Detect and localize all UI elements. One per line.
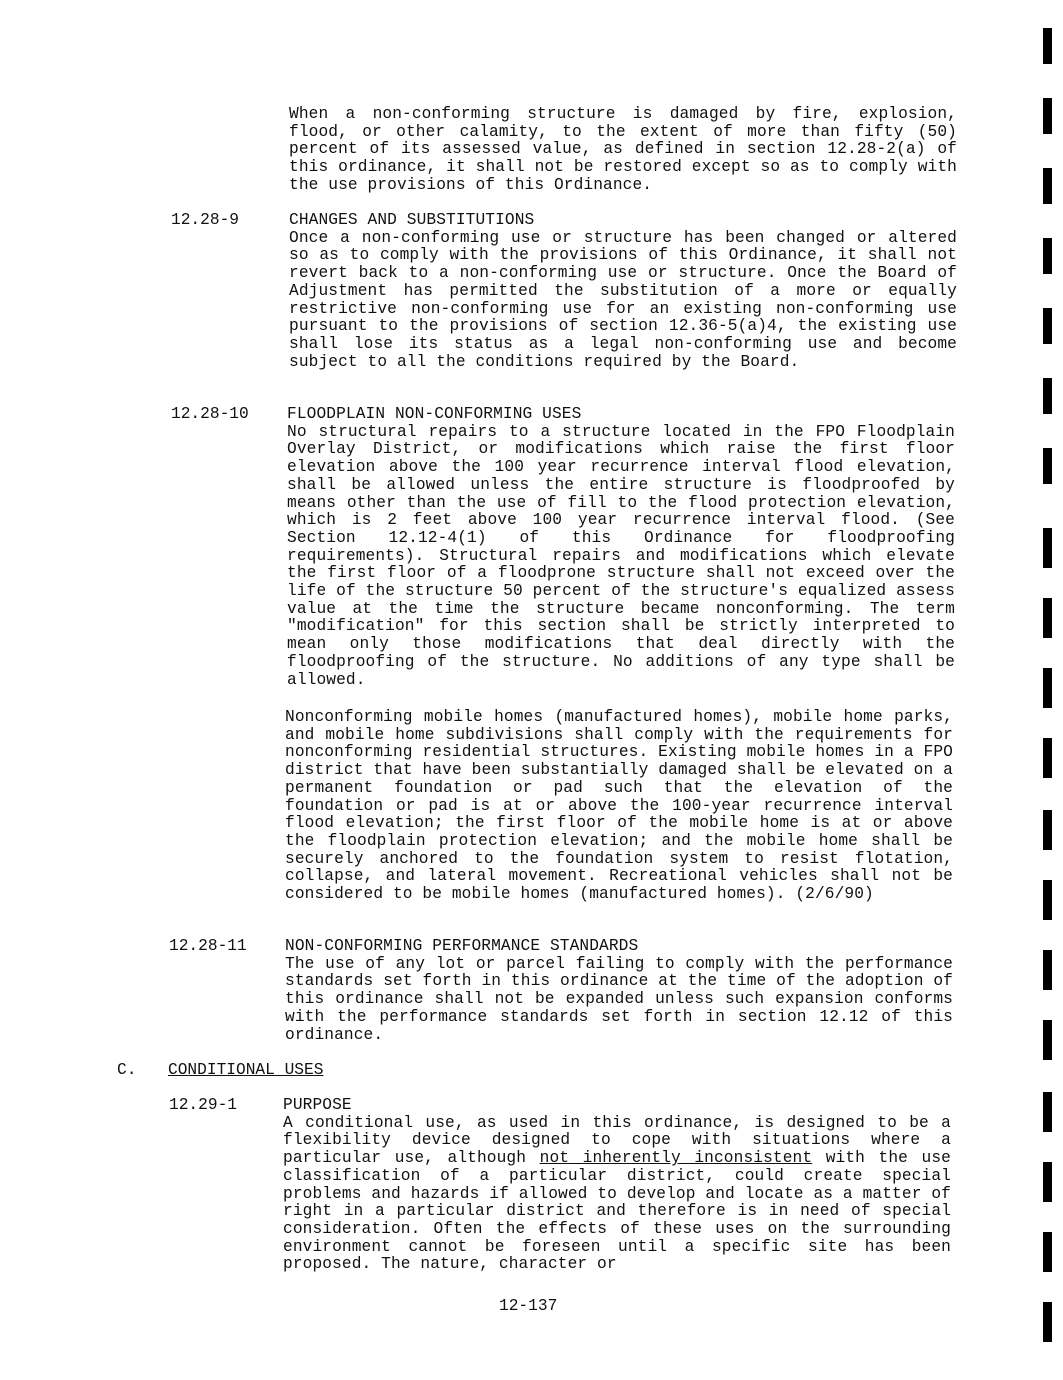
section-body-part: A conditional use, as used in this ordinance, is designed to be a flexibility device designed to cope with situations where a particular use, although <box>283 1113 951 1168</box>
section-number: 12.28-9 <box>171 211 239 229</box>
scan-mark <box>1043 1302 1052 1342</box>
section-12-29-1 <box>283 1097 951 1274</box>
section-12-28-10 <box>287 406 955 689</box>
underlined-phrase: not inherently inconsistent <box>539 1149 813 1168</box>
scan-mark <box>1043 880 1052 920</box>
scan-mark <box>1043 950 1052 990</box>
part-letter: C. <box>117 1061 137 1079</box>
part-title: CONDITIONAL USES <box>168 1061 324 1079</box>
scan-mark <box>1043 598 1052 638</box>
section-heading: FLOODPLAIN NON-CONFORMING USES <box>287 405 582 423</box>
section-number: 12.29-1 <box>169 1096 237 1114</box>
scan-mark <box>1043 308 1052 344</box>
scan-mark <box>1043 448 1052 484</box>
scan-mark <box>1043 810 1052 850</box>
scan-mark <box>1043 528 1052 568</box>
intro-paragraph: When a non-conforming structure is damaged by fire, explosion, flood, or other calamity, to the extent of more than fifty (50) percent of its assessed value, as defined in section 12.28-2(a) of this ordinance, it shall not be restored except so as to comply with the use provisions of this Ordinance. <box>289 105 957 194</box>
scan-mark <box>1043 1092 1052 1132</box>
section-body: The use of any lot or parcel failing to comply with the performance standards set forth in this ordinance at the time of the adoption of this ordinance shall not be expanded unless such expansion conforms with the performance standards set forth in section 12.12 of this ordinance. <box>285 954 953 1044</box>
scan-mark <box>1043 98 1052 134</box>
section-12-28-9 <box>289 212 957 371</box>
scan-mark <box>1043 238 1052 274</box>
scan-mark <box>1043 1162 1052 1202</box>
section-heading: NON-CONFORMING PERFORMANCE STANDARDS <box>285 937 639 955</box>
section-12-28-10-paragraph-2: Nonconforming mobile homes (manufactured homes), mobile home parks, and mobile home subdivisions shall comply with the requirements for nonconforming residential structures. Existing mobile homes in a FPO district that have been substantially damaged shall be elevated on a permanent foundation or pad such that the elevation of the foundation or pad is at or above the 100-year recurrence interval flood elevation; the first floor of the mobile home is at or above the floodplain protection elevation; and the mobile home shall be securely anchored to the foundation system to resist flotation, collapse, and lateral movement. Recreational vehicles shall not be considered to be mobile homes (manufactured homes). (2/6/90) <box>285 708 953 904</box>
scan-mark <box>1043 28 1052 64</box>
section-heading: PURPOSE <box>283 1096 352 1114</box>
section-body-part: with the use classification of a particular district, could create special problems and hazards if allowed to develop and locate as a matter of right in a particular district and therefore is in need of special consideration. Often the effects of these uses on the surrounding environment cannot be foreseen until a specific site has been proposed. The nature, character or <box>283 1149 951 1274</box>
section-number: 12.28-11 <box>169 937 247 955</box>
section-body: Once a non-conforming use or structure has been changed or altered so as to comply with the provisions of this Ordinance, it shall not revert back to a non-conforming use or structure. Once the Board of Adjustment has permitted the substitution of a more or equally restrictive non-conforming use for an existing non-conforming use pursuant to the provisions of section 12.36-5(a)4, the existing use shall lose its status as a legal non-conforming use and become subject to all the conditions required by the Board. <box>289 228 957 371</box>
scan-mark <box>1043 1020 1052 1060</box>
scan-mark <box>1043 738 1052 778</box>
section-body: No structural repairs to a structure located in the FPO Floodplain Overlay District, or modifications which raise the first floor elevation above the 100 year recurrence interval flood elevation, shall be allowed unless the entire structure is floodproofed by means other than the use of fill to the flood protection elevation, which is 2 feet above 100 year recurrence interval flood. (See Section 12.12-4(1) of this Ordinance for floodproofing requirements). Structural repairs and modifications which elevate the first floor of a floodprone structure shall not exceed over the life of the structure 50 percent of the structure's equalized assess value at the time the structure became nonconforming. The term "modification" for this section shall be strictly interpreted to mean only those modifications that deal directly with the floodproofing of the structure. No additions of any type shall be allowed. <box>287 422 955 689</box>
scan-mark <box>1043 1232 1052 1272</box>
section-12-28-11 <box>285 938 953 1044</box>
section-heading: CHANGES AND SUBSTITUTIONS <box>289 211 535 229</box>
scan-mark <box>1043 378 1052 414</box>
scan-mark <box>1043 168 1052 204</box>
page-number: 12-137 <box>499 1297 558 1315</box>
scan-mark <box>1043 668 1052 708</box>
section-number: 12.28-10 <box>171 405 249 423</box>
